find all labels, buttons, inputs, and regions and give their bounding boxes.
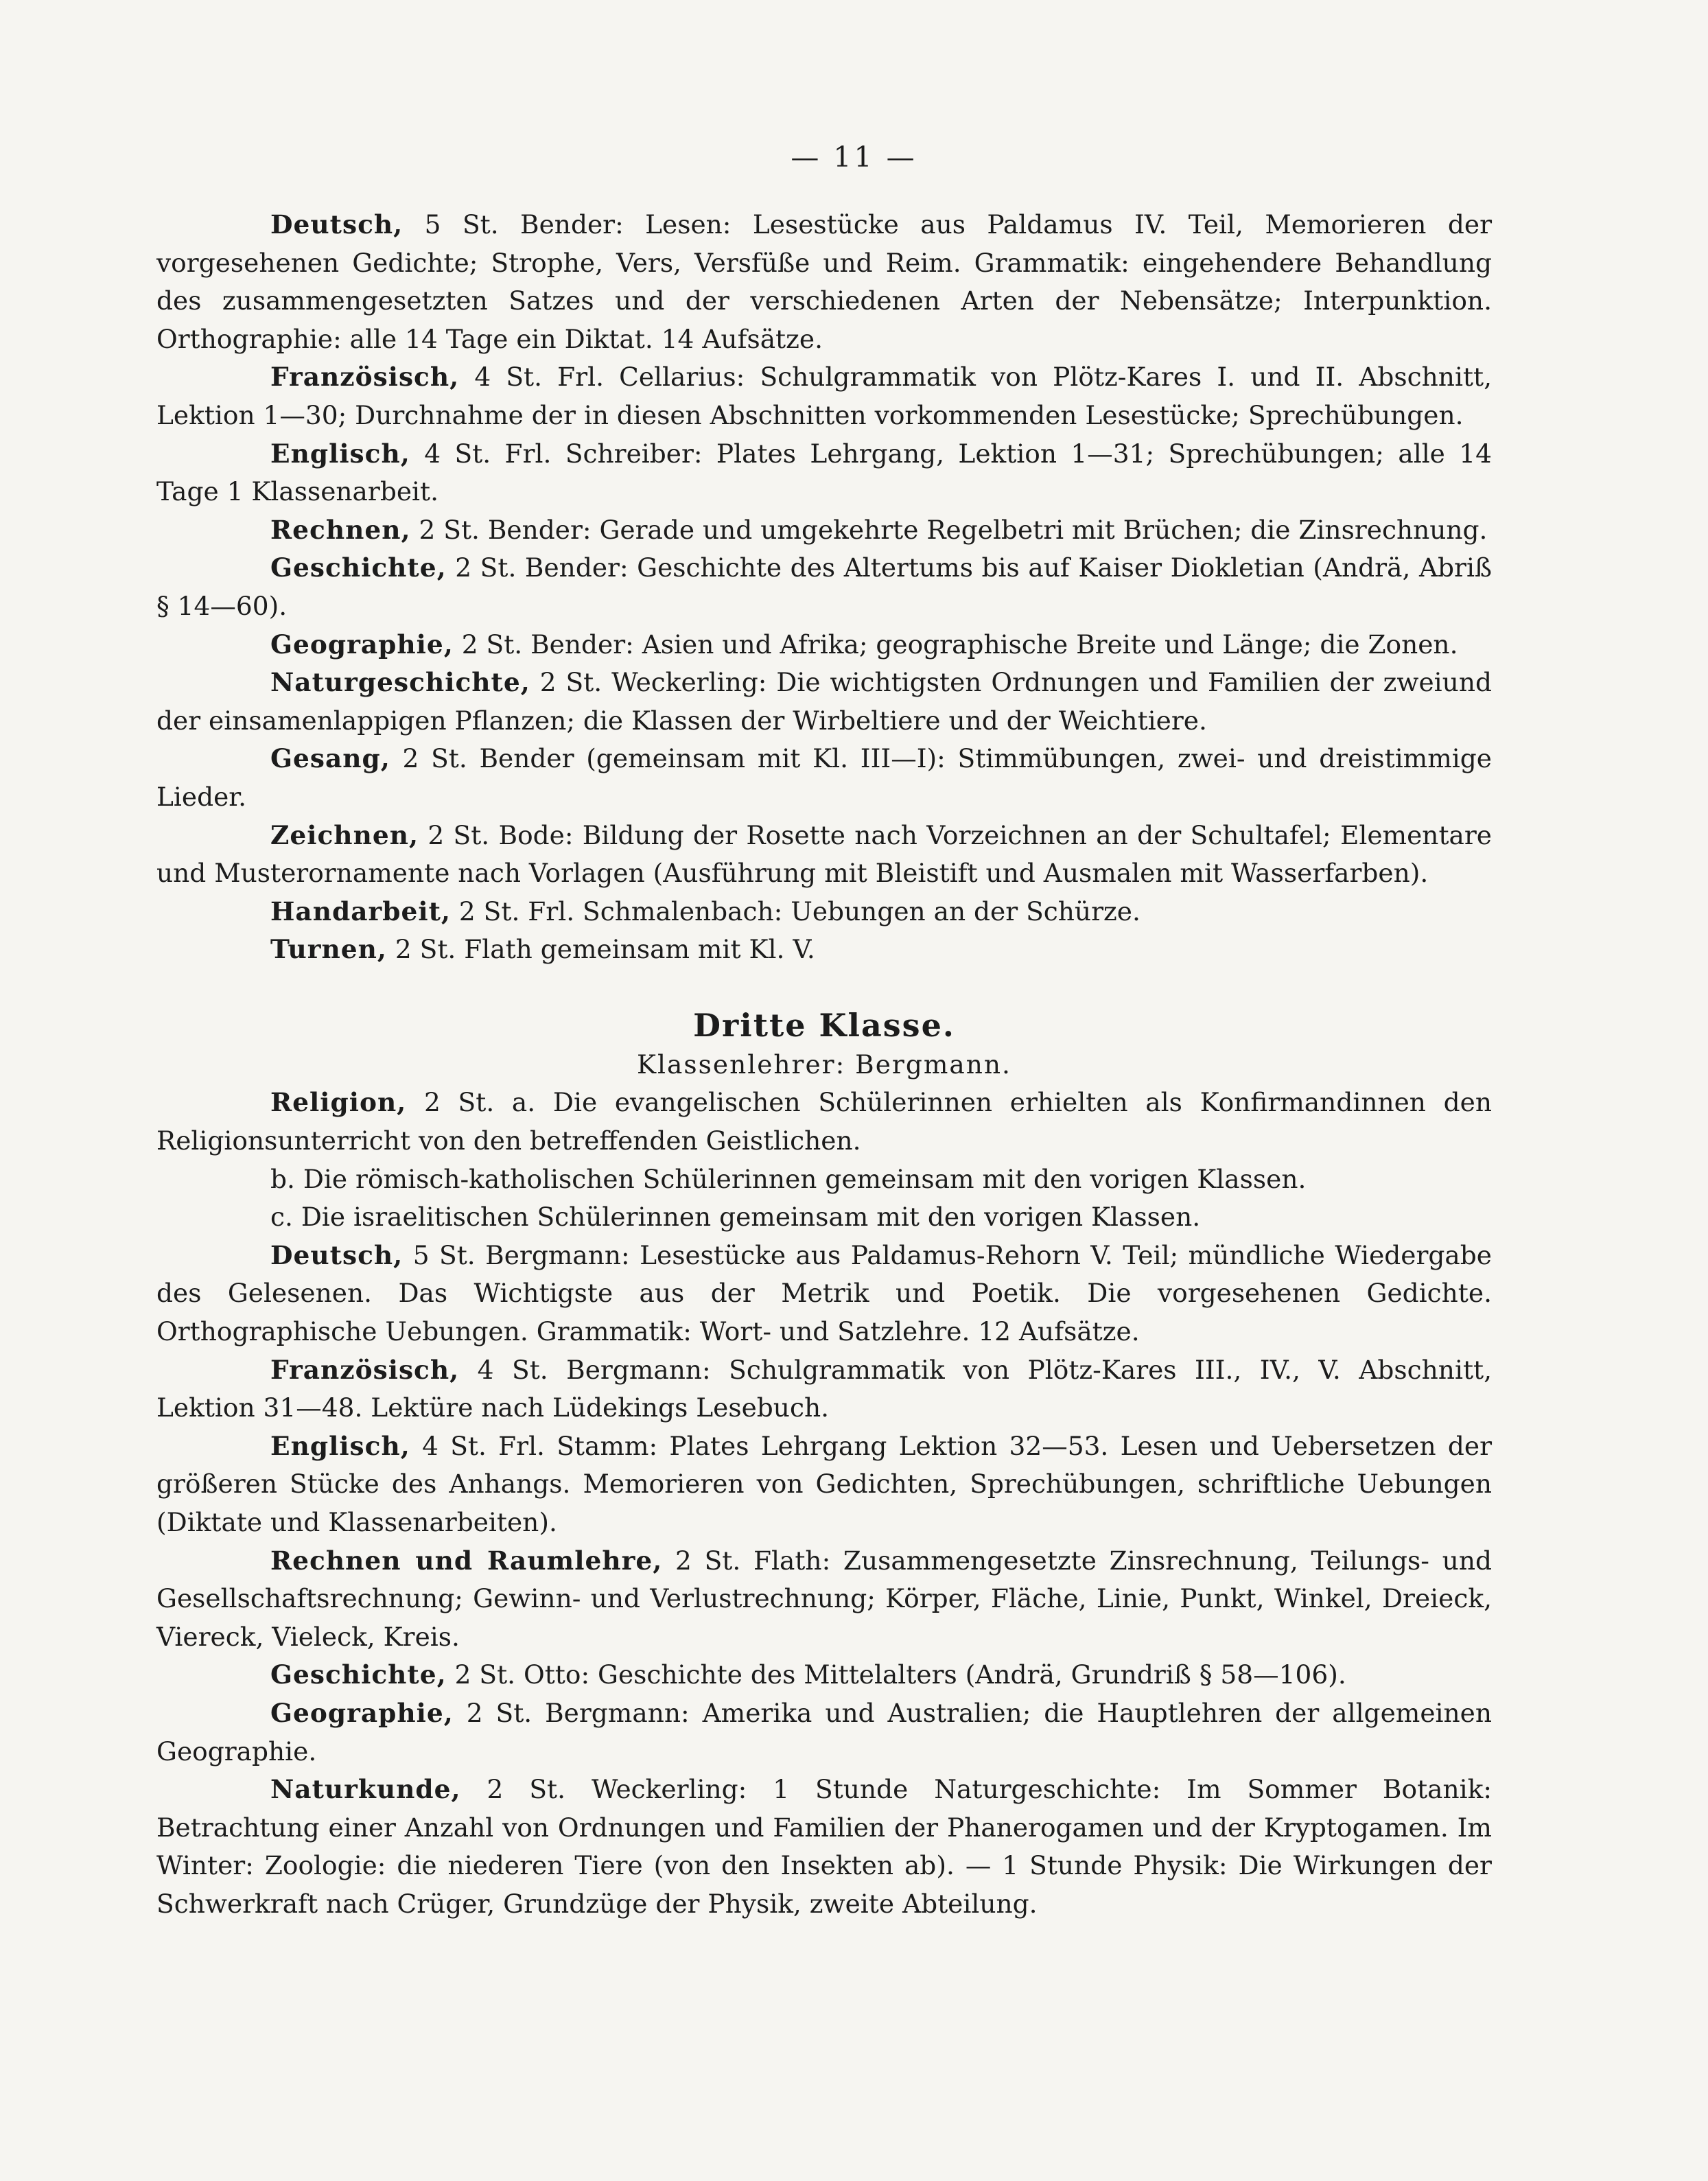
paragraph-franzoesisch (156, 358, 1492, 434)
subject-heading: Deutsch, (270, 1239, 403, 1270)
paragraph-text: 2 St. Bergmann: Amerika und Australien; die Hauptlehren der allgemeinen Geographie. (156, 1697, 1492, 1766)
paragraph-text: 2 St. Bender: Asien und Afrika; geographische Breite und Länge; die Zonen. (453, 629, 1458, 660)
paragraph-text: 2 St. Weckerling: 1 Stunde Naturgeschichte: Im Sommer Botanik: Betrachtung einer Anzahl von Ordnungen und Familien der Phanerogamen und der Kryptogamen. Im Winter: Zoologie: die niederen Tiere (von den Insekten ab). — 1 Stunde Physik: Die Wirkungen der Schwerkraft nach Crüger, Grundzüge der Physik, zweite Abteilung. (156, 1774, 1492, 1919)
subject-heading: Handarbeit, (270, 896, 451, 926)
paragraph-deutsch (156, 206, 1492, 358)
paragraph-religion-b: b. Die römisch-katholischen Schülerinnen gemeinsam mit den vorigen Klassen. (270, 1163, 1307, 1194)
paragraph-rechnen (156, 511, 1492, 550)
paragraph-text: 2 St. Frl. Schmalenbach: Uebungen an der Schürze. (450, 896, 1140, 926)
paragraph-text: 2 St. Bender: Geschichte des Altertums bis auf Kaiser Diokletian (Andrä, Abriß § 14—60). (156, 552, 1492, 621)
paragraph-text: 2 St. Bender (gemeinsam mit Kl. III—I): Stimmübungen, zwei- und dreistimmige Lieder. (156, 743, 1492, 812)
paragraph-geographie-3 (156, 1694, 1492, 1771)
subject-heading: Geographie, (270, 629, 454, 660)
paragraph-text: 4 St. Frl. Schreiber: Plates Lehrgang, Lektion 1—31; Sprechübungen; alle 14 Tage 1 Klassenarbeit. (156, 438, 1492, 507)
subject-heading: Geschichte, (270, 1659, 447, 1690)
paragraph-text: 4 St. Frl. Stamm: Plates Lehrgang Lektion 32—53. Lesen und Uebersetzen der größeren Stücke des Anhangs. Memorieren von Gedichten, Sprechübungen, schriftliche Uebungen (Diktate und Klassenarbeiten). (156, 1430, 1492, 1537)
paragraph-zeichnen (156, 817, 1492, 893)
subject-heading: Englisch, (270, 1430, 410, 1461)
page-number: — 11 — (791, 141, 917, 174)
paragraph-naturkunde-3 (156, 1771, 1492, 1923)
paragraph-naturgeschichte (156, 664, 1492, 740)
paragraph-religion-c: c. Die israelitischen Schülerinnen gemeinsam mit den vorigen Klassen. (270, 1202, 1201, 1233)
paragraph-text: 2 St. Flath gemeinsam mit Kl. V. (386, 934, 815, 965)
subject-heading: Französisch, (270, 1354, 460, 1385)
paragraph-text: 5 St. Bender: Lesen: Lesestücke aus Paldamus IV. Teil, Memorieren der vorgesehenen Gedichte; Strophe, Vers, Versfüße und Reim. Grammatik: eingehendere Behandlung des zusammengesetzten Satzes und der verschiedenen Arten der Nebensätze; Interpunktion. Orthographie: alle 14 Tage ein Diktat. 14 Aufsätze. (156, 209, 1492, 354)
paragraph-geschichte-3 (156, 1656, 1492, 1694)
paragraph-religion (156, 1084, 1492, 1160)
subject-heading: Englisch, (270, 438, 410, 469)
paragraph-text: 5 St. Bergmann: Lesestücke aus Paldamus-Rehorn V. Teil; mündliche Wiedergabe des Gelesenen. Das Wichtigste aus der Metrik und Poetik. Die vorgesehenen Gedichte. Orthographische Uebungen. Grammatik: Wort- und Satzlehre. 12 Aufsätze. (156, 1239, 1492, 1347)
subject-heading: Deutsch, (270, 209, 403, 240)
subject-heading: Turnen, (270, 934, 387, 965)
paragraph-franzoesisch-3 (156, 1351, 1492, 1427)
paragraph-text: 4 St. Frl. Cellarius: Schulgrammatik von Plötz-Kares I. und II. Abschnitt, Lektion 1—30; Durchnahme der in diesen Abschnitten vorkommenden Lesestücke; Sprechübungen. (156, 362, 1492, 430)
paragraph-deutsch-3 (156, 1237, 1492, 1351)
page-text (156, 206, 1492, 1924)
subject-heading: Rechnen, (270, 514, 411, 545)
subject-heading: Zeichnen, (270, 819, 419, 850)
class-teacher-line: Klassenlehrer: Bergmann. (637, 1049, 1011, 1080)
paragraph-text: 2 St. Otto: Geschichte des Mittelalters (Andrä, Grundriß § 58—106). (446, 1659, 1346, 1690)
paragraph-text: 4 St. Bergmann: Schulgrammatik von Plötz-Kares III., IV., V. Abschnitt, Lektion 31—48. Lektüre nach Lüdekings Lesebuch. (156, 1354, 1492, 1423)
paragraph-text: 2 St. Bode: Bildung der Rosette nach Vorzeichnen an der Schultafel; Elementare und Musterornamente nach Vorlagen (Ausführung mit Bleistift und Ausmalen mit Wasserfarben). (156, 819, 1492, 889)
subject-heading: Naturkunde, (270, 1774, 461, 1805)
subject-heading: Französisch, (270, 362, 460, 393)
subject-heading: Naturgeschichte, (270, 667, 530, 698)
paragraph-text: 2 St. Weckerling: Die wichtigsten Ordnungen und Familien der zweiund der einsamenlappigen Pflanzen; die Klassen der Wirbeltiere und der Weichtiere. (156, 667, 1492, 736)
section-title: Dritte Klasse. (693, 1006, 955, 1044)
subject-heading: Geographie, (270, 1697, 454, 1728)
paragraph-rechnen-3 (156, 1542, 1492, 1657)
subject-heading: Religion, (270, 1087, 407, 1118)
paragraph-geographie (156, 626, 1492, 664)
paragraph-englisch-3 (156, 1427, 1492, 1542)
subject-heading: Geschichte, (270, 552, 447, 583)
paragraph-text: 2 St. Bender: Gerade und umgekehrte Regelbetri mit Brüchen; die Zinsrechnung. (410, 514, 1488, 545)
subject-heading: Gesang, (270, 743, 390, 774)
subject-heading: Rechnen und Raumlehre, (270, 1545, 663, 1576)
paragraph-geschichte (156, 549, 1492, 625)
paragraph-handarbeit (156, 893, 1492, 931)
paragraph-turnen (156, 931, 1492, 969)
paragraph-text: 2 St. Flath: Zusammengesetzte Zinsrechnung, Teilungs- und Gesellschaftsrechnung; Gewinn- und Verlustrechnung; Körper, Fläche, Linie, Punkt, Winkel, Dreieck, Viereck, Vieleck, Kreis. (156, 1545, 1492, 1652)
paragraph-gesang (156, 740, 1492, 816)
paragraph-text: 2 St. a. Die evangelischen Schülerinnen erhielten als Konfirmandinnen den Religionsunterricht von den betreffenden Geistlichen. (156, 1087, 1492, 1156)
paragraph-englisch (156, 435, 1492, 511)
